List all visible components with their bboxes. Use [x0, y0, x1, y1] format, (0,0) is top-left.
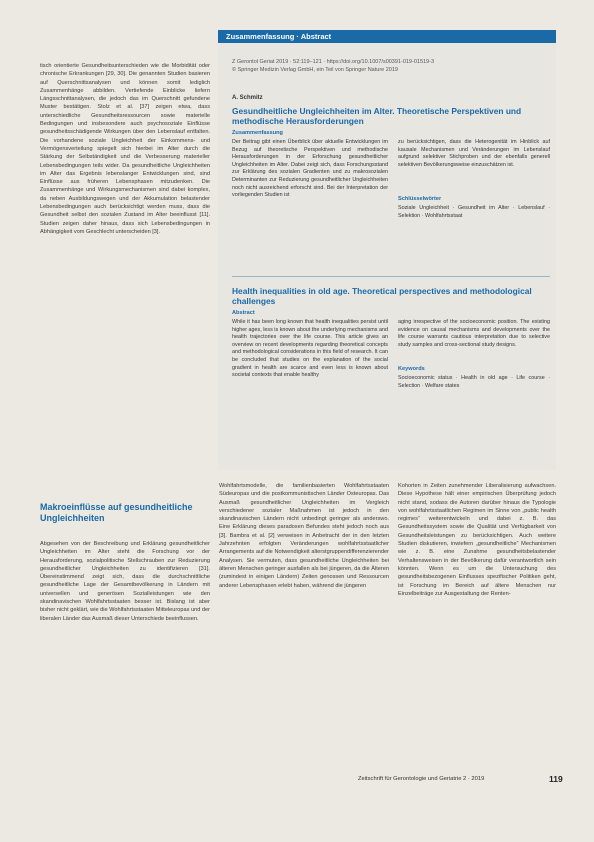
- keywords-label: Keywords: [398, 366, 425, 372]
- body-paragraph: Kohorten in Zeiten zunehmender Liberalisierung aufwachsen. Diese Hypothese hält einer empirischen Überprüfung jedoch nicht stand, sodass die Autoren darüber hinaus die Typologie von wohlfahrtsstaatlichen Regimen im Sinne von „public health regimes“ weiterentwickeln und dabei z. B. das Gesundheitssystem sowie die Qualität und Verfügbarkeit von Gesundheitsleistungen zu berücksichtigen. Auch weitere Studien diskutieren, inwiefern „gesundheitliche“ Mechanismen wie z. B. eine Zunahme gesundheitsbelastender Verhaltensweisen in der Bevölkerung dafür verantwortlich sein könnten. Wenn es um die Untersuchung des gesundheitsbezogenen Einflusses spezifischer Politiken geht, ist Forschung im Bereich auf ältere Menschen nur Einzelbeiträge zur Ausgestaltung der Renten-: [398, 483, 556, 597]
- left-column-bottom-text: [40, 540, 210, 623]
- title-english: Health inequalities in old age. Theoretical perspectives and methodological challenges: [232, 286, 532, 307]
- abstract-text-right: aging irrespective of the socioeconomic position. The existing evidence on causal mechanisms and developments over the life course warrants cautious interpretation due to selective study samples and cross-sectional study designs.: [398, 319, 550, 348]
- schluesselwoerter-text: Soziale Ungleichheit · Gesundheit im Alter · Lebenslauf · Selektion · Wohlfahrtsstaat: [398, 205, 550, 219]
- citation: Z Gerontol Geriat 2019 · 52:119–121 · https://doi.org/10.1007/s00391-019-01519-3: [232, 59, 435, 65]
- keywords-text: Socioeconomic status · Health in old age · Life course · Selection · Welfare states: [398, 375, 550, 389]
- zusammenfassung-text-right: zu berücksichtigen, dass die Heterogenität im Hinblick auf kausale Mechanismen und Veränderungen im Lebenslauf aufgrund selektiver Stichproben und der ebenfalls generell selektiven Bevölkerungsweise einzuschätzen ist.: [398, 139, 550, 168]
- body-paragraph: tisch orientierte Gesundheitsunterschieden wie die Morbidität oder chronische Erkrankungen [29, 30]. Die genannten Studien basieren auf Querschnittsanalysen und können somit lediglich Zusammenhänge abbilden. Vertiefende Einblicke liefern Längsschnittanalysen, die jedoch das im Querschnitt gefundene Muster bestätigen. Stolz et al. [37] zeigen etwa, dass unterschiedliche Gesundheitsressourcen sowie materielle Bedingungen und insbesondere auch psychosoziale Einflüsse gesundheitsschädigende Wirkungen über den Lebenslauf entfalten. Die vorhandene soziale Ungleichheit der Einkommens- und Vermögensverteilung spiegelt sich hierbei im Alter durch die Stärkung der Selbständigkeit und die Verbesserung materieller Lebensbedingungen teils wider. Da gesundheitliche Ungleichheiten im Alter das Ergebnis lebenslanger Entwicklungen sind, sind Einflüsse aus früheren Lebensphasen mitzudenken. Die Zusammenhänge und Wirkungsmechanismen sind dabei komplex, da neben Ausbildungswegen und der Akkumulation belastender Lebensbedingungen auch berücksichtigt werden muss, dass die Gesundheit selbst den sozialen Zustand im Alter beeinflusst [11]. Studien zeigen daher hinaus, dass sich Lebensbedingungen in Abhängigkeit vom Geschlecht unterscheiden [3].: [40, 63, 210, 235]
- abstract-banner: Zusammenfassung · Abstract: [218, 30, 556, 43]
- body-paragraph: Abgesehen von der Beschreibung und Erklärung gesundheitlicher Ungleichheiten im Alter steht die Forschung vor der Herausforderung, sozialpolitische Stellschrauben zur Reduzierung gesundheitlicher Ungleichheiten zu identifizieren [31]. Übereinstimmend zeigt sich, dass die durchschnittliche gesundheitliche Lage der Gesamtbevölkerung in Ländern mit universellen und generösen Sozialleistungen wie den skandinavischen Wohlfahrtsstaaten besser ist. Bislang ist aber bisher nicht geklärt, wie die Wohlfahrtsstaaten Mitteleuropas und der liberalen Länder das Ausmaß dieser Unterschiede beeinflussen.: [40, 541, 210, 622]
- page-number: 119: [549, 774, 563, 784]
- box-divider: [232, 276, 550, 277]
- title-german: Gesundheitliche Ungleichheiten im Alter. Theoretische Perspektiven und methodische Herausforderungen: [232, 106, 522, 127]
- zusammenfassung-text-left: Der Beitrag gibt einen Überblick über aktuelle Entwicklungen im Bezug auf theoretische Perspektiven und methodische Herausforderungen in der Erforschung gesundheitlicher Ungleichheiten im Alter. Dabei zeigt sich, dass Forschungsstand zur Erklärung des sozialen Gradienten und zu makrosozialen Determinanten zur Reduzierung gesundheitlicher Ungleichheiten noch nicht ausreichend erforscht sind. Bei der Interpretation der vorliegenden Studien ist: [232, 139, 388, 199]
- middle-column-text: [219, 482, 389, 590]
- article-meta: [232, 59, 552, 74]
- schluesselwoerter-label: Schlüsselwörter: [398, 196, 442, 202]
- author: A. Schmitz: [232, 95, 263, 101]
- body-paragraph: Wohlfahrtsmodelle, die familienbasierten Wohlfahrtsstaaten Südeuropas und die postkommunistischen Länder Osteuropas. Das Ausmaß gesundheitlicher Ungleichheiten im Vergleich verschiedener sozialer Maßnahmen ist jedoch in den skandinavischen Ländern nicht unbedingt geringer als anderswo. Eine Erklärung dieses paradoxen Befundes steht jedoch noch aus [3]. Bambra et al. [2] verweisen in Anbetracht der in den letzten Jahrzehnten erfolgten Veränderungen wohlfahrtsstaatlicher Arrangements auf die Notwendigkeit alterstgruppendifferenzierender Analysen. Sie vermuten, dass gesundheitliche Ungleichheiten bei älteren Menschen geringer ausfallen als bei jüngeren, da die Älteren (zumindest in einigen Ländern) Zeiten genossen und Ressourcen anderer Lebensphasen erlebt haben, während die jüngeren: [219, 483, 389, 589]
- abstract-text-left: While it has been long known that health inequalities persist until higher ages, less is known about the underlying mechanisms and health trajectories over the life course. This article gives an overview on recent developments regarding theoretical concepts and methodological considerations in this field of research. It can be concluded that studies on the explanation of the social gradient in health are scarce and even less is known about societal contexts that enable healthy: [232, 319, 388, 379]
- abstract-label: Abstract: [232, 310, 255, 316]
- left-column-text: [40, 62, 210, 236]
- right-column-text: [398, 482, 556, 598]
- zusammenfassung-label: Zusammenfassung: [232, 130, 283, 136]
- section-heading: Makroeinflüsse auf gesundheitliche Ungleichheiten: [40, 502, 193, 523]
- copyright: © Springer Medizin Verlag GmbH, ein Teil von Springer Nature 2019: [232, 66, 398, 73]
- journal-name: Zeitschrift für Gerontologie und Geriatrie 2 · 2019: [358, 776, 485, 782]
- page-footer: [358, 776, 548, 782]
- abstract-box: [218, 30, 556, 470]
